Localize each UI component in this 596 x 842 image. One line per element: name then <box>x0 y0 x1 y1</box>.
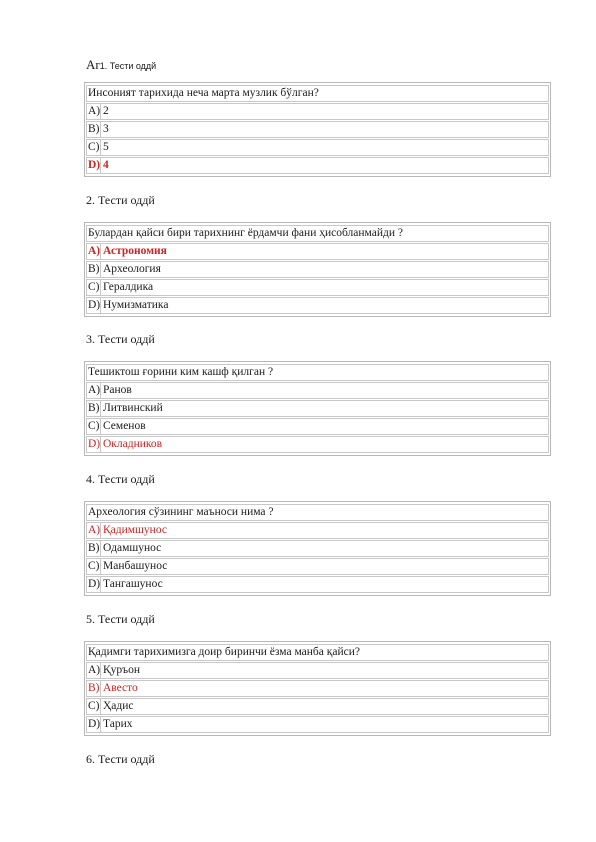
option-text: Окладников <box>103 438 163 450</box>
option-row[interactable] <box>86 382 549 399</box>
question-text: Қадимги тарихимизга доир биринчи ёзма манба қайси? <box>88 646 360 658</box>
question-text: Тешиктош ғорини ким кашф қилган ? <box>88 366 274 378</box>
option-row[interactable] <box>86 103 549 120</box>
question-block-4 <box>84 501 551 596</box>
page-header <box>86 57 156 73</box>
option-label: A) <box>88 384 101 396</box>
question-text: Археология сўзининг маъноси нима ? <box>88 506 274 518</box>
section-title-6: 6. Тести оддй <box>86 752 155 766</box>
option-label: D) <box>88 438 101 450</box>
option-row[interactable] <box>86 716 549 733</box>
option-text: 3 <box>103 123 109 135</box>
option-label: C) <box>88 700 100 712</box>
option-label: D) <box>88 159 101 171</box>
option-row-correct[interactable] <box>86 680 549 697</box>
option-text: Семенов <box>103 420 146 432</box>
option-label: B) <box>88 402 100 414</box>
question-text-row <box>86 85 549 102</box>
option-text: Қуръон <box>103 664 141 676</box>
option-label: B) <box>88 682 100 694</box>
option-row[interactable] <box>86 662 549 679</box>
option-row[interactable] <box>86 418 549 435</box>
option-text: Гералдика <box>103 281 154 293</box>
section-title-5: 5. Тести оддй <box>86 612 155 626</box>
option-label: A) <box>88 664 101 676</box>
option-text: Ранов <box>103 384 132 396</box>
option-row[interactable] <box>86 400 549 417</box>
option-text: Ҳадис <box>103 700 134 712</box>
option-label: C) <box>88 141 100 153</box>
option-text: 4 <box>103 159 109 171</box>
option-row-correct[interactable] <box>86 522 549 539</box>
option-label: C) <box>88 281 100 293</box>
option-label: D) <box>88 578 101 590</box>
question-text-row <box>86 225 549 242</box>
option-row[interactable] <box>86 297 549 314</box>
option-row[interactable] <box>86 279 549 296</box>
option-label: B) <box>88 542 100 554</box>
option-label: B) <box>88 263 100 275</box>
option-label: D) <box>88 299 101 311</box>
option-text: Тангашунос <box>103 578 163 590</box>
section-title-2: 2. Тести оддй <box>86 193 155 207</box>
option-text: Археология <box>103 263 161 275</box>
question-block-5 <box>84 641 551 736</box>
header-text: 1. Тести оддй <box>99 61 157 71</box>
section-title-3: 3. Тести оддй <box>86 332 155 346</box>
option-text: Авесто <box>103 682 138 694</box>
question-block-1 <box>84 82 551 177</box>
option-text: Манбашунос <box>103 560 168 572</box>
option-row-correct[interactable] <box>86 436 549 453</box>
question-block-3 <box>84 361 551 456</box>
option-row[interactable] <box>86 576 549 593</box>
option-row[interactable] <box>86 261 549 278</box>
section-title-4: 4. Тести оддй <box>86 472 155 486</box>
option-row-correct[interactable] <box>86 243 549 260</box>
option-row[interactable] <box>86 698 549 715</box>
option-text: Қадимшунос <box>103 524 167 536</box>
option-label: B) <box>88 123 100 135</box>
option-row-correct[interactable] <box>86 157 549 174</box>
option-text: Нумизматика <box>103 299 169 311</box>
option-text: Одамшунос <box>103 542 162 554</box>
option-label: C) <box>88 560 100 572</box>
option-row[interactable] <box>86 121 549 138</box>
option-text: Литвинский <box>103 402 163 414</box>
question-text: Булардан қайси бири тарихнинг ёрдамчи фани ҳисобланмайди ? <box>88 227 403 239</box>
option-row[interactable] <box>86 558 549 575</box>
question-text-row <box>86 644 549 661</box>
option-text: Тарих <box>103 718 133 730</box>
option-label: D) <box>88 718 101 730</box>
option-text: 5 <box>103 141 109 153</box>
question-text-row <box>86 364 549 381</box>
option-text: 2 <box>103 105 109 117</box>
option-row[interactable] <box>86 540 549 557</box>
header-prefix: Ar <box>86 57 100 72</box>
question-text: Инсоният тарихида неча марта музлик бўлган? <box>88 87 319 99</box>
option-label: A) <box>88 524 101 536</box>
option-text: Астрономия <box>103 245 167 257</box>
option-row[interactable] <box>86 139 549 156</box>
option-label: C) <box>88 420 100 432</box>
question-block-2 <box>84 222 551 317</box>
option-label: A) <box>88 105 101 117</box>
option-label: A) <box>88 245 101 257</box>
question-text-row <box>86 504 549 521</box>
